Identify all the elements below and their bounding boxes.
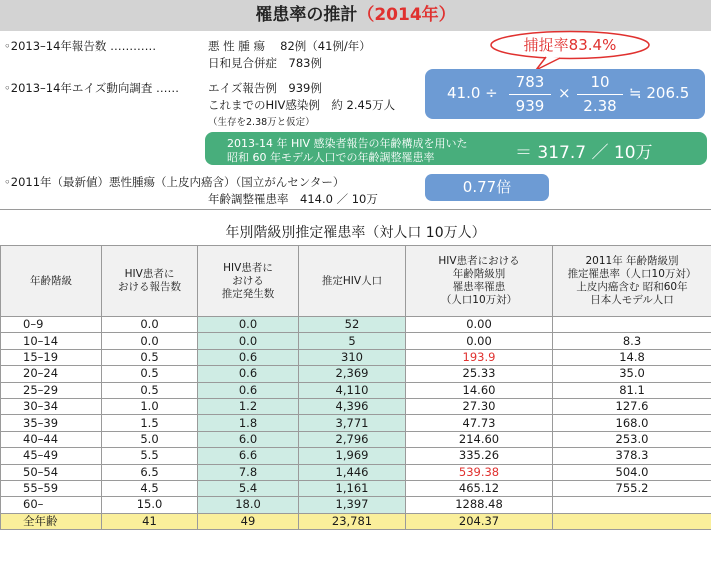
age-adjusted-line-1: 2013-14 年 HIV 感染者報告の年齢構成を用いた bbox=[227, 137, 468, 150]
table-cell-reports: 0.5 bbox=[102, 382, 198, 398]
section-divider bbox=[0, 209, 711, 210]
total-cell-age: 全年齢 bbox=[1, 513, 102, 529]
header-age: 年齢階級 bbox=[1, 246, 102, 317]
table-cell-age: 40–44 bbox=[1, 431, 102, 447]
table-cell-population: 4,396 bbox=[299, 398, 406, 414]
hiv-survey-line-3: （生存を2.38万と仮定） bbox=[208, 117, 315, 128]
table-cell-estimated: 7.8 bbox=[198, 464, 299, 480]
table-cell-reports: 5.0 bbox=[102, 431, 198, 447]
table-cell-japan-rate bbox=[553, 317, 711, 333]
table-row bbox=[1, 317, 711, 333]
table-cell-rate: 465.12 bbox=[406, 480, 553, 496]
page-title-main: 罹患率の推計 bbox=[255, 5, 358, 25]
table-cell-japan-rate: 8.3 bbox=[553, 333, 711, 349]
table-cell-estimated: 6.0 bbox=[198, 431, 299, 447]
table-cell-rate: 27.30 bbox=[406, 398, 553, 414]
table-cell-age: 35–39 bbox=[1, 415, 102, 431]
table-cell-population: 3,771 bbox=[299, 415, 406, 431]
hiv-survey-line-2: これまでのHIV感染例 約 2.45万人 bbox=[208, 98, 396, 112]
table-cell-population: 4,110 bbox=[299, 382, 406, 398]
table-row bbox=[1, 464, 711, 480]
table-cell-population: 5 bbox=[299, 333, 406, 349]
age-adjusted-line-2: 昭和 60 年モデル人口での年齢調整罹患率 bbox=[227, 151, 435, 164]
cancer-2011-label: ◦2011年（最新値）悪性腫瘍（上皮内癌含）（国立がんセンター） bbox=[4, 175, 345, 189]
table-cell-age: 20–24 bbox=[1, 366, 102, 382]
table-cell-japan-rate: 378.3 bbox=[553, 448, 711, 464]
table-cell-age: 0–9 bbox=[1, 317, 102, 333]
table-cell-rate: 0.00 bbox=[406, 333, 553, 349]
table-cell-japan-rate: 81.1 bbox=[553, 382, 711, 398]
table-cell-estimated: 0.6 bbox=[198, 349, 299, 365]
table-cell-japan-rate: 504.0 bbox=[553, 464, 711, 480]
total-cell-japan-rate bbox=[553, 513, 711, 529]
fraction-bar-1 bbox=[509, 94, 551, 95]
table-cell-estimated: 18.0 bbox=[198, 497, 299, 513]
formula-fraction-2-denominator: 2.38 bbox=[583, 97, 617, 115]
table-cell-reports: 15.0 bbox=[102, 497, 198, 513]
table-row bbox=[1, 398, 711, 414]
table-title: 年別階級別推定罹患率（対人口 10万人） bbox=[225, 225, 486, 241]
table-cell-age: 30–34 bbox=[1, 398, 102, 414]
header-population: 推定HIV人口 bbox=[299, 246, 406, 317]
table-header-row bbox=[1, 246, 711, 317]
table-cell-estimated: 6.6 bbox=[198, 448, 299, 464]
table-cell-reports: 6.5 bbox=[102, 464, 198, 480]
table-cell-estimated: 0.6 bbox=[198, 366, 299, 382]
table-cell-reports: 0.5 bbox=[102, 349, 198, 365]
formula-box bbox=[425, 69, 705, 119]
table-cell-japan-rate: 253.0 bbox=[553, 431, 711, 447]
table-row bbox=[1, 366, 711, 382]
table-cell-reports: 1.5 bbox=[102, 415, 198, 431]
table-cell-population: 1,446 bbox=[299, 464, 406, 480]
table-cell-population: 1,161 bbox=[299, 480, 406, 496]
table-row bbox=[1, 415, 711, 431]
table-row bbox=[1, 349, 711, 365]
table-cell-reports: 4.5 bbox=[102, 480, 198, 496]
header-rate: HIV患者における 年齢階級別 罹患率罹患 （人口10万対） bbox=[406, 246, 553, 317]
table-cell-population: 310 bbox=[299, 349, 406, 365]
report-label: ◦2013–14年報告数 ………… bbox=[4, 39, 157, 53]
capture-rate-bubble bbox=[488, 30, 652, 66]
table-cell-estimated: 5.4 bbox=[198, 480, 299, 496]
incidence-table bbox=[0, 245, 711, 530]
ratio-badge: 0.77倍 bbox=[425, 174, 549, 201]
table-cell-estimated: 0.0 bbox=[198, 317, 299, 333]
total-cell-rate: 204.37 bbox=[406, 513, 553, 529]
table-cell-age: 45–49 bbox=[1, 448, 102, 464]
table-row bbox=[1, 448, 711, 464]
capture-rate-text: 捕捉率83.4% bbox=[523, 36, 617, 54]
table-cell-rate: 0.00 bbox=[406, 317, 553, 333]
table-cell-age: 10–14 bbox=[1, 333, 102, 349]
table-cell-reports: 0.0 bbox=[102, 317, 198, 333]
table-cell-japan-rate: 755.2 bbox=[553, 480, 711, 496]
cancer-2011-line: 年齢調整罹患率 414.0 ／ 10万 bbox=[208, 192, 378, 206]
page-title-year: （2014年） bbox=[357, 5, 456, 25]
table-cell-estimated: 0.0 bbox=[198, 333, 299, 349]
table-cell-estimated: 1.2 bbox=[198, 398, 299, 414]
table-cell-age: 15–19 bbox=[1, 349, 102, 365]
table-cell-rate: 14.60 bbox=[406, 382, 553, 398]
table-row bbox=[1, 431, 711, 447]
table-cell-reports: 5.5 bbox=[102, 448, 198, 464]
formula-fraction-1-numerator: 783 bbox=[515, 73, 545, 91]
age-adjusted-result: ＝ 317.7 ／ 10万 bbox=[515, 143, 653, 163]
table-cell-estimated: 1.8 bbox=[198, 415, 299, 431]
header-japan-rate: 2011年 年齢階級別 推定罹患率（人口10万対） 上皮内癌含む 昭和60年 日本人モデル人口 bbox=[553, 246, 711, 317]
table-cell-rate: 539.38 bbox=[406, 464, 553, 480]
table-row bbox=[1, 333, 711, 349]
table-cell-population: 1,969 bbox=[299, 448, 406, 464]
table-total-row bbox=[1, 513, 711, 529]
table-cell-rate: 1288.48 bbox=[406, 497, 553, 513]
table-cell-population: 1,397 bbox=[299, 497, 406, 513]
table-cell-rate: 335.26 bbox=[406, 448, 553, 464]
table-cell-japan-rate: 35.0 bbox=[553, 366, 711, 382]
fraction-bar-2 bbox=[577, 94, 623, 95]
table-cell-rate: 214.60 bbox=[406, 431, 553, 447]
table-cell-reports: 1.0 bbox=[102, 398, 198, 414]
total-cell-reports: 41 bbox=[102, 513, 198, 529]
table-row bbox=[1, 497, 711, 513]
hiv-survey-label: ◦2013–14年エイズ動向調査 …… bbox=[4, 81, 179, 95]
formula-result: ≒ 206.5 bbox=[629, 84, 690, 102]
table-cell-age: 60– bbox=[1, 497, 102, 513]
table-cell-rate: 47.73 bbox=[406, 415, 553, 431]
report-line-2: 日和見合併症 783例 bbox=[208, 56, 322, 70]
table-row bbox=[1, 382, 711, 398]
table-cell-japan-rate: 127.6 bbox=[553, 398, 711, 414]
table-cell-rate: 25.33 bbox=[406, 366, 553, 382]
total-cell-population: 23,781 bbox=[299, 513, 406, 529]
formula-lead: 41.0 ÷ bbox=[447, 84, 498, 102]
table-cell-population: 2,796 bbox=[299, 431, 406, 447]
formula-fraction-2-numerator: 10 bbox=[590, 73, 610, 91]
table-cell-japan-rate: 168.0 bbox=[553, 415, 711, 431]
age-adjusted-rate-box bbox=[205, 132, 707, 165]
page-title bbox=[0, 0, 711, 31]
table-cell-estimated: 0.6 bbox=[198, 382, 299, 398]
table-body bbox=[1, 317, 711, 530]
table-cell-population: 52 bbox=[299, 317, 406, 333]
table-cell-population: 2,369 bbox=[299, 366, 406, 382]
formula-times: × bbox=[558, 84, 571, 102]
total-cell-estimated: 49 bbox=[198, 513, 299, 529]
table-cell-japan-rate bbox=[553, 497, 711, 513]
header-estimated: HIV患者に おける 推定発生数 bbox=[198, 246, 299, 317]
header-reports: HIV患者に おける報告数 bbox=[102, 246, 198, 317]
table-row bbox=[1, 480, 711, 496]
table-cell-reports: 0.0 bbox=[102, 333, 198, 349]
hiv-survey-line-1: エイズ報告例 939例 bbox=[208, 81, 322, 95]
table-cell-age: 25–29 bbox=[1, 382, 102, 398]
table-cell-reports: 0.5 bbox=[102, 366, 198, 382]
report-line-1: 悪 性 腫 瘍 82例（41例/年） bbox=[208, 39, 371, 53]
table-cell-age: 55–59 bbox=[1, 480, 102, 496]
formula-fraction-1-denominator: 939 bbox=[515, 97, 545, 115]
table-cell-age: 50–54 bbox=[1, 464, 102, 480]
table-cell-rate: 193.9 bbox=[406, 349, 553, 365]
table-cell-japan-rate: 14.8 bbox=[553, 349, 711, 365]
